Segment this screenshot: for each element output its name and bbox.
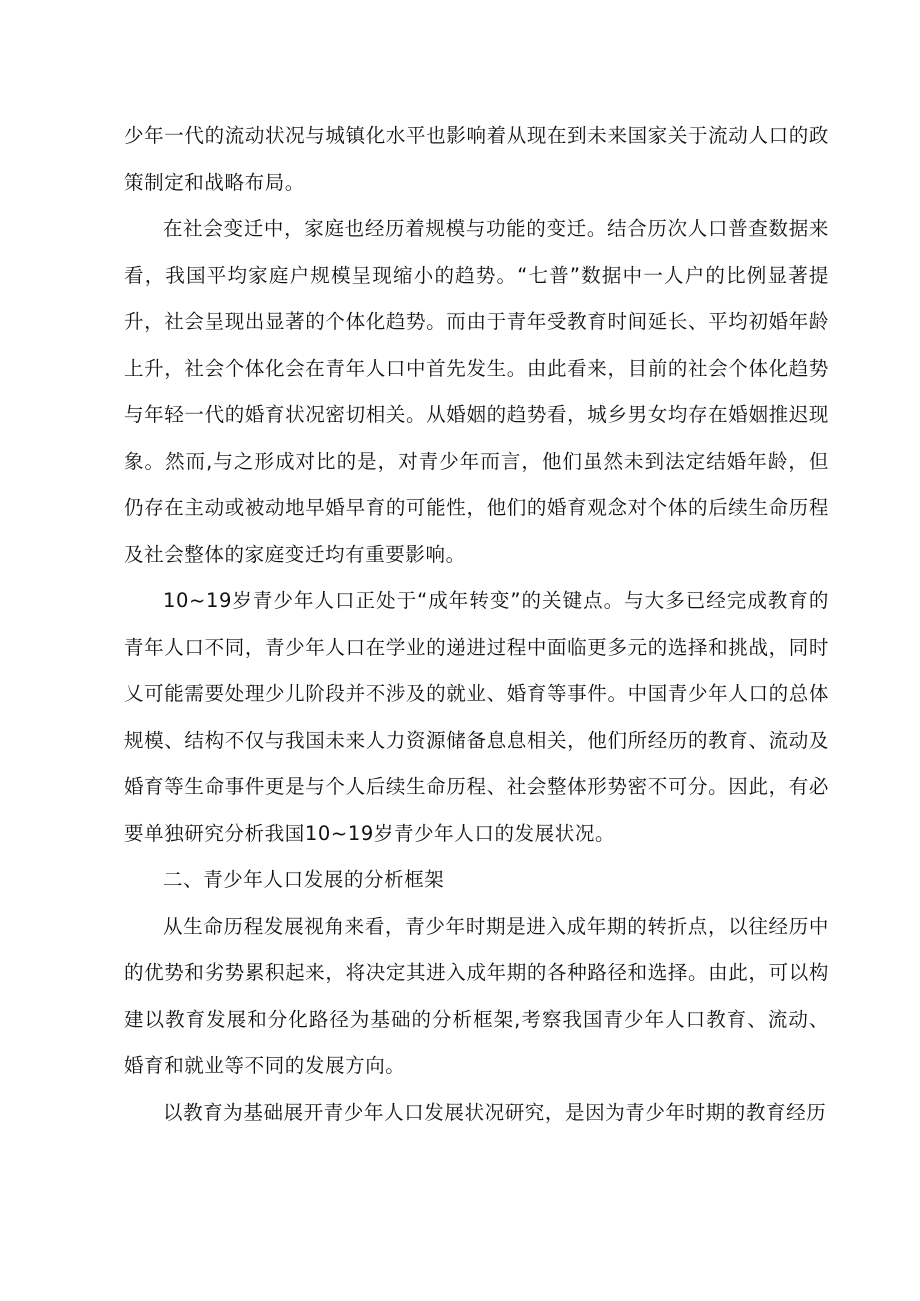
paragraph-family-change: 在社会变迁中，家庭也经历着规模与功能的变迁。结合历次人口普查数据来看，我国平均家庭户规模呈现缩小的趋势。“七普”数据中一人户的比例显著提升，社会呈现出显著的个体化趋势。而由于青年受教育时间延长、平均初婚年龄上升，社会个体化会在青年人口中首先发生。由此看来，目前的社会个体化趋势与年轻一代的婚育状况密切相关。从婚姻的趋势看，城乡男女均存在婚姻推迟现象。然而,与之形成对比的是，对青少年而言，他们虽然未到法定结婚年龄，但仍存在主动或被动地早婚早育的可能性，他们的婚育观念对个体的后续生命历程及社会整体的家庭变迁均有重要影响。 xyxy=(124,217,829,566)
section-heading-framework: 二、青少年人口发展的分析框架 xyxy=(163,868,445,891)
paragraph-life-course: 从生命历程发展视角来看，青少年时期是进入成年期的转折点，以往经历中的优势和劣势累积起来，将决定其进入成年期的各种路径和选择。由此，可以构建以教育发展和分化路径为基础的分析框架,考察我国青少年人口教育、流动、婚育和就业等不同的发展方向。 xyxy=(124,914,829,1077)
document-body xyxy=(124,113,829,1136)
paragraph-adolescent-transition: 10~19岁青少年人口正处于“成年转变”的关键点。与大多已经完成教育的青年人口不同，青少年人口在学业的递进过程中面临更多元的选择和挑战，同时乂可能需要处理少儿阶段并不涉及的就业、婚育等事件。中国青少年人口的总体规模、结构不仅与我国未来人力资源储备息息相关，他们所经历的教育、流动及婚育等生命事件更是与个人后续生命历程、社会整体形势密不可分。因此，有必要单独研究分析我国10~19岁青少年人口的发展状况。 xyxy=(124,589,829,845)
paragraph-continuation: 少年一代的流动状况与城镇化水平也影响着从现在到未来国家关于流动人口的政策制定和战略布局。 xyxy=(124,124,829,194)
paragraph-education-basis: 以教育为基础展开青少年人口发展状况研究，是因为青少年时期的教育经历 xyxy=(163,1100,827,1124)
